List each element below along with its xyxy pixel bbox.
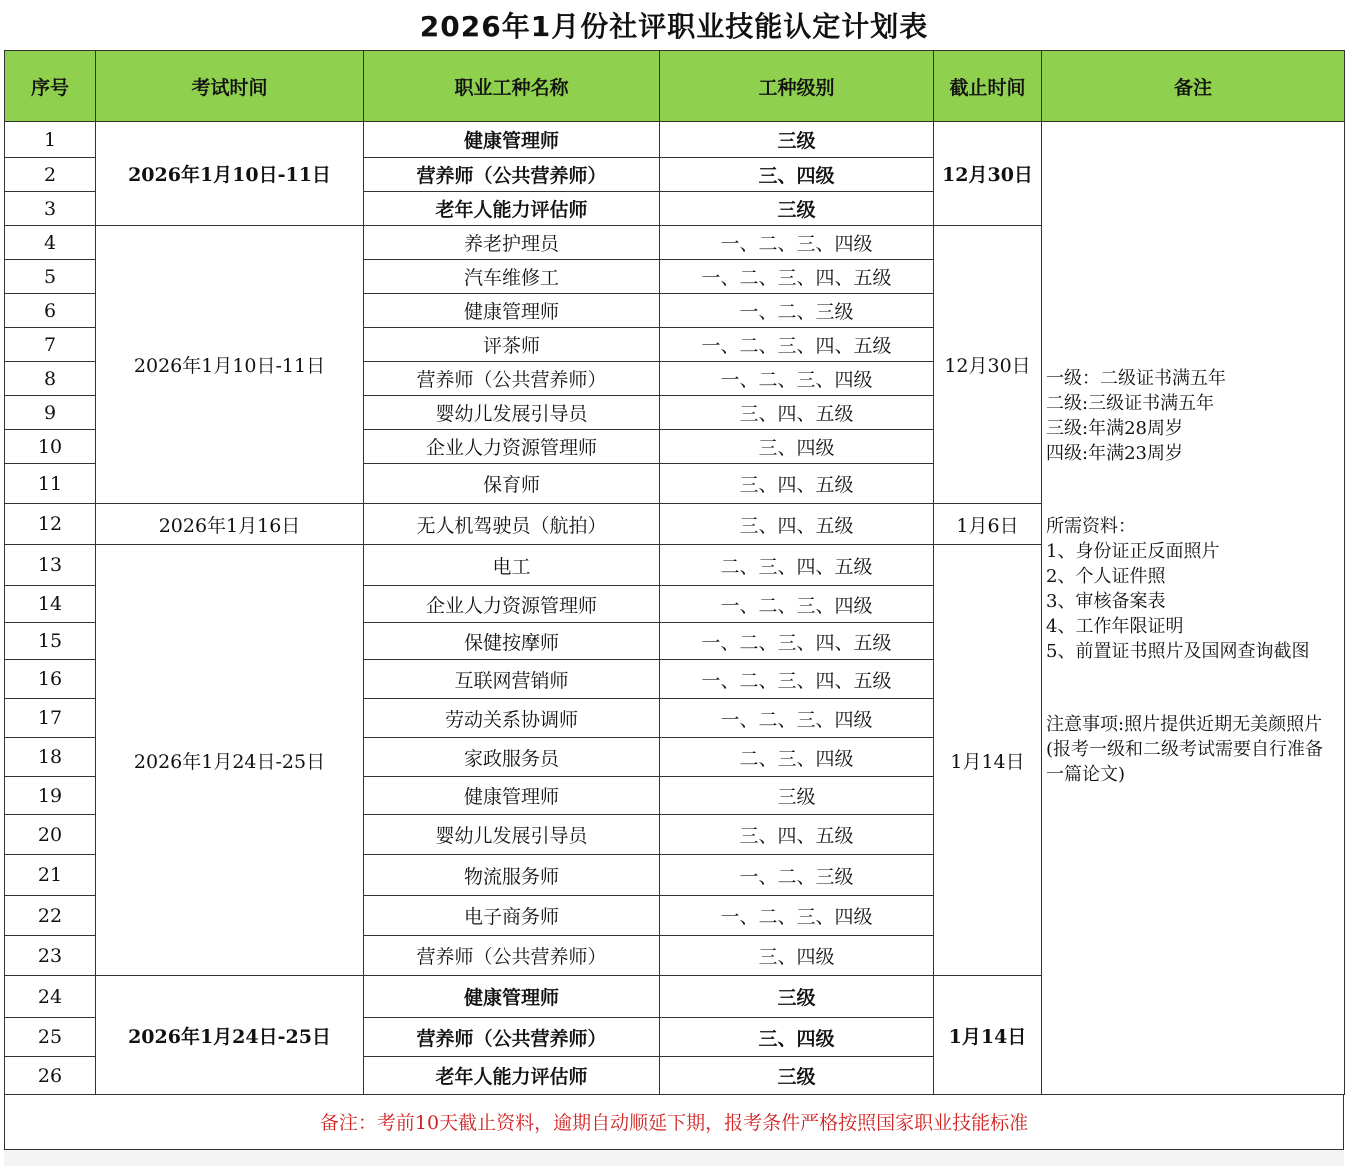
row-seq: 17 (5, 699, 96, 738)
row-seq: 19 (5, 777, 96, 815)
level-cell: 三级 (660, 192, 934, 226)
level-cell: 一、二、三、四级 (660, 362, 934, 396)
row-seq: 26 (5, 1057, 96, 1095)
level-cell: 一、二、三级 (660, 855, 934, 896)
occupation-cell: 家政服务员 (364, 738, 660, 777)
occupation-cell: 健康管理师 (364, 777, 660, 815)
level-cell: 三、四、五级 (660, 464, 934, 504)
level-cell: 一、二、三、四级 (660, 586, 934, 623)
occupation-cell: 老年人能力评估师 (364, 192, 660, 226)
exam-time-cell: 2026年1月10日-11日 (96, 226, 364, 504)
row-seq: 1 (5, 122, 96, 158)
deadline-cell: 12月30日 (934, 122, 1042, 226)
remark-level-line: 四级:年满23周岁 (1046, 443, 1183, 464)
level-cell: 一、二、三、四、五级 (660, 328, 934, 362)
notice-text: 注意事项:照片提供近期无美颜照片(报考一级和二级考试需要自行准备一篇论文) (1046, 714, 1324, 785)
row-seq: 21 (5, 855, 96, 896)
occupation-cell: 保育师 (364, 464, 660, 504)
level-cell: 一、二、三、四、五级 (660, 660, 934, 699)
occupation-cell: 健康管理师 (364, 294, 660, 328)
occupation-cell: 婴幼儿发展引导员 (364, 815, 660, 855)
level-cell: 三级 (660, 1057, 934, 1095)
level-cell: 二、三、四级 (660, 738, 934, 777)
bottom-strip (4, 1150, 1344, 1166)
row-seq: 20 (5, 815, 96, 855)
level-cell: 三、四、五级 (660, 815, 934, 855)
material-item: 5、前置证书照片及国网查询截图 (1046, 641, 1310, 662)
row-seq: 16 (5, 660, 96, 699)
occupation-cell: 劳动关系协调师 (364, 699, 660, 738)
header-seq: 序号 (5, 51, 96, 122)
row-seq: 5 (5, 260, 96, 294)
row-seq: 15 (5, 623, 96, 660)
row-seq: 8 (5, 362, 96, 396)
occupation-cell: 健康管理师 (364, 122, 660, 158)
row-seq: 4 (5, 226, 96, 260)
level-cell: 一、二、三级 (660, 294, 934, 328)
occupation-cell: 企业人力资源管理师 (364, 430, 660, 464)
row-seq: 6 (5, 294, 96, 328)
row-seq: 14 (5, 586, 96, 623)
occupation-cell: 评茶师 (364, 328, 660, 362)
exam-time-cell: 2026年1月16日 (96, 504, 364, 545)
materials-title: 所需资料： (1046, 516, 1136, 537)
occupation-cell: 汽车维修工 (364, 260, 660, 294)
occupation-cell: 保健按摩师 (364, 623, 660, 660)
level-cell: 一、二、三、四级 (660, 699, 934, 738)
exam-time-cell: 2026年1月10日-11日 (96, 122, 364, 226)
row-seq: 9 (5, 396, 96, 430)
row-seq: 7 (5, 328, 96, 362)
level-cell: 三、四级 (660, 936, 934, 976)
schedule-body (5, 122, 1345, 1095)
occupation-cell: 婴幼儿发展引导员 (364, 396, 660, 430)
level-cell: 三、四、五级 (660, 396, 934, 430)
exam-time-cell: 2026年1月24日-25日 (96, 976, 364, 1095)
schedule-table (4, 50, 1345, 1095)
occupation-cell: 健康管理师 (364, 976, 660, 1018)
occupation-cell: 营养师（公共营养师） (364, 362, 660, 396)
table-row (5, 122, 1345, 158)
row-seq: 13 (5, 545, 96, 586)
row-seq: 24 (5, 976, 96, 1018)
deadline-cell: 1月6日 (934, 504, 1042, 545)
deadline-cell: 1月14日 (934, 545, 1042, 976)
remarks-cell (1042, 122, 1345, 1095)
exam-time-cell: 2026年1月24日-25日 (96, 545, 364, 976)
occupation-cell: 电子商务师 (364, 896, 660, 936)
level-cell: 一、二、三、四级 (660, 226, 934, 260)
header-row (5, 51, 1345, 122)
deadline-cell: 12月30日 (934, 226, 1042, 504)
level-cell: 三级 (660, 976, 934, 1018)
row-seq: 12 (5, 504, 96, 545)
material-item: 3、审核备案表 (1046, 591, 1166, 612)
row-seq: 10 (5, 430, 96, 464)
level-cell: 一、二、三、四、五级 (660, 260, 934, 294)
row-seq: 25 (5, 1018, 96, 1057)
level-cell: 三、四级 (660, 430, 934, 464)
occupation-cell: 无人机驾驶员（航拍） (364, 504, 660, 545)
material-item: 4、工作年限证明 (1046, 616, 1184, 637)
occupation-cell: 养老护理员 (364, 226, 660, 260)
level-cell: 二、三、四、五级 (660, 545, 934, 586)
level-cell: 一、二、三、四级 (660, 896, 934, 936)
remark-level-line: 二级:三级证书满五年 (1046, 393, 1215, 414)
row-seq: 22 (5, 896, 96, 936)
footer-note: 备注：考前10天截止资料，逾期自动顺延下期，报考条件严格按照国家职业技能标准 (4, 1094, 1344, 1150)
occupation-cell: 老年人能力评估师 (364, 1057, 660, 1095)
header-occupation: 职业工种名称 (364, 51, 660, 122)
occupation-cell: 营养师（公共营养师） (364, 1018, 660, 1057)
material-item: 1、身份证正反面照片 (1046, 541, 1220, 562)
row-seq: 3 (5, 192, 96, 226)
row-seq: 2 (5, 158, 96, 192)
occupation-cell: 物流服务师 (364, 855, 660, 896)
header-remarks: 备注 (1042, 51, 1345, 122)
occupation-cell: 营养师（公共营养师） (364, 158, 660, 192)
page-title: 2026年1月份社评职业技能认定计划表 (419, 10, 929, 43)
level-cell: 三、四级 (660, 1018, 934, 1057)
header-level: 工种级别 (660, 51, 934, 122)
deadline-cell: 1月14日 (934, 976, 1042, 1095)
level-cell: 三、四级 (660, 158, 934, 192)
row-seq: 23 (5, 936, 96, 976)
row-seq: 11 (5, 464, 96, 504)
occupation-cell: 营养师（公共营养师） (364, 936, 660, 976)
occupation-cell: 企业人力资源管理师 (364, 586, 660, 623)
level-cell: 三、四、五级 (660, 504, 934, 545)
material-item: 2、个人证件照 (1046, 566, 1166, 587)
occupation-cell: 互联网营销师 (364, 660, 660, 699)
occupation-cell: 电工 (364, 545, 660, 586)
header-deadline: 截止时间 (934, 51, 1042, 122)
header-exam-time: 考试时间 (96, 51, 364, 122)
remark-level-line: 三级:年满28周岁 (1046, 418, 1183, 439)
row-seq: 18 (5, 738, 96, 777)
remark-level-line: 一级：二级证书满五年 (1046, 368, 1226, 389)
level-cell: 一、二、三、四、五级 (660, 623, 934, 660)
level-cell: 三级 (660, 777, 934, 815)
level-cell: 三级 (660, 122, 934, 158)
